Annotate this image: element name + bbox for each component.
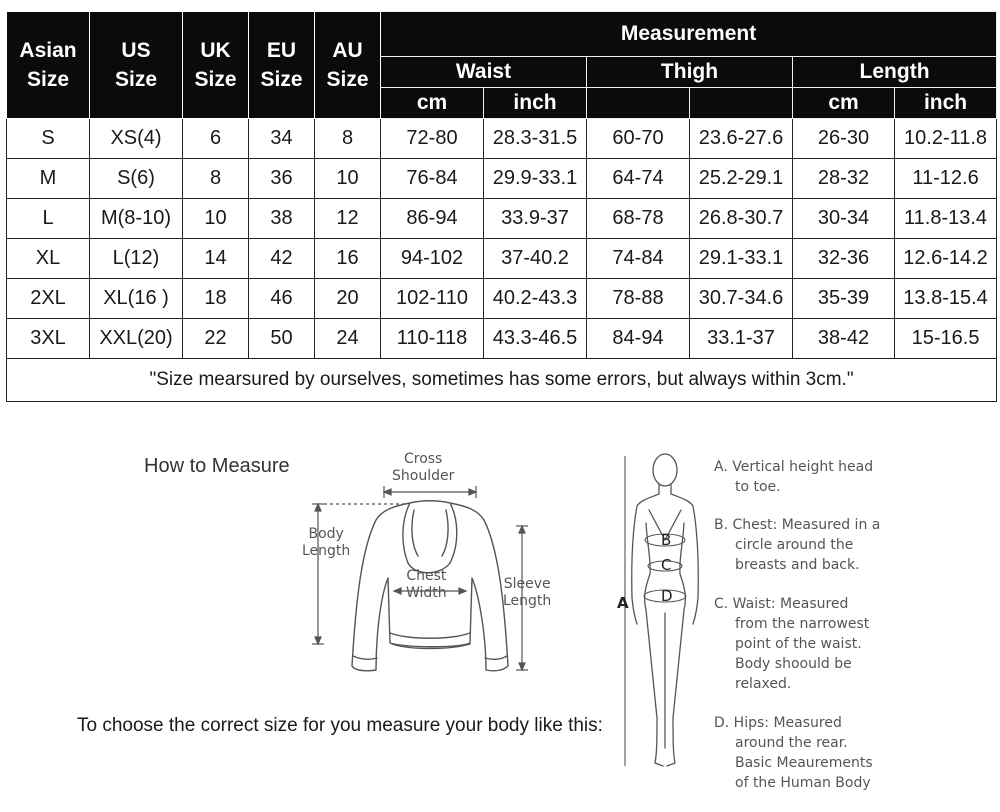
- definition-line: around the rear.: [735, 735, 848, 751]
- definition-line: from the narrowest: [735, 616, 870, 632]
- definition-item: [714, 713, 914, 793]
- definition-item: [714, 457, 914, 497]
- table-cell: 24: [315, 319, 381, 359]
- header-thigh: Thigh: [587, 57, 793, 88]
- table-cell: 11.8-13.4: [895, 199, 997, 239]
- how-to-measure-title: How to Measure: [144, 455, 290, 477]
- table-cell: 20: [315, 279, 381, 319]
- header-length-cm: cm: [793, 88, 895, 119]
- table-cell: XL: [7, 239, 90, 279]
- table-cell: 10.2-11.8: [895, 119, 997, 159]
- header-waist-inch: inch: [484, 88, 587, 119]
- header-eu-size: EU Size: [249, 12, 315, 119]
- definition-line: circle around the: [735, 537, 854, 553]
- table-cell: M(8-10): [90, 199, 183, 239]
- table-cell: XL(16 ): [90, 279, 183, 319]
- label-sleeve-length: Sleeve Length: [503, 576, 552, 609]
- table-row: [7, 159, 997, 199]
- header-waist-cm: cm: [381, 88, 484, 119]
- size-rows: [7, 119, 997, 359]
- table-cell: 11-12.6: [895, 159, 997, 199]
- label-b: B: [661, 531, 672, 549]
- table-cell: 74-84: [587, 239, 690, 279]
- table-cell: 102-110: [381, 279, 484, 319]
- header-us-size: US Size: [90, 12, 183, 119]
- table-cell: 43.3-46.5: [484, 319, 587, 359]
- body-figure-illustration: [605, 448, 715, 778]
- table-cell: XS(4): [90, 119, 183, 159]
- table-cell: 94-102: [381, 239, 484, 279]
- table-cell: 23.6-27.6: [690, 119, 793, 159]
- table-cell: 3XL: [7, 319, 90, 359]
- table-cell: 8: [315, 119, 381, 159]
- header-uk-size: UK Size: [183, 12, 249, 119]
- table-cell: 68-78: [587, 199, 690, 239]
- label-d: D: [661, 587, 673, 605]
- label-a: A: [617, 594, 629, 612]
- label-cross-shoulder: Cross Shoulder: [392, 451, 455, 484]
- table-cell: 84-94: [587, 319, 690, 359]
- table-cell: 35-39: [793, 279, 895, 319]
- table-cell: 6: [183, 119, 249, 159]
- table-cell: M: [7, 159, 90, 199]
- table-row: [7, 199, 997, 239]
- header-thigh-inch: [690, 88, 793, 119]
- table-cell: 36: [249, 159, 315, 199]
- table-cell: S(6): [90, 159, 183, 199]
- table-cell: 8: [183, 159, 249, 199]
- table-row: [7, 279, 997, 319]
- table-cell: 37-40.2: [484, 239, 587, 279]
- table-cell: 16: [315, 239, 381, 279]
- definition-item: [714, 515, 914, 575]
- table-cell: 26-30: [793, 119, 895, 159]
- definition-line: B. Chest: Measured in a: [714, 517, 881, 533]
- table-cell: 29.9-33.1: [484, 159, 587, 199]
- definition-line: D. Hips: Measured: [714, 715, 842, 731]
- table-cell: 25.2-29.1: [690, 159, 793, 199]
- header-au-size: AU Size: [315, 12, 381, 119]
- table-cell: 18: [183, 279, 249, 319]
- table-cell: 38: [249, 199, 315, 239]
- definition-line: Body shoould be: [735, 656, 852, 672]
- table-cell: 40.2-43.3: [484, 279, 587, 319]
- table-cell: 28-32: [793, 159, 895, 199]
- definition-line: point of the waist.: [735, 636, 862, 652]
- label-c: C: [661, 556, 672, 574]
- header-asian-size: Asian Size: [7, 12, 90, 119]
- table-cell: 22: [183, 319, 249, 359]
- label-body-length: Body Length: [302, 526, 351, 559]
- table-cell: XXL(20): [90, 319, 183, 359]
- table-cell: 30.7-34.6: [690, 279, 793, 319]
- table-cell: 15-16.5: [895, 319, 997, 359]
- table-cell: 32-36: [793, 239, 895, 279]
- table-row: [7, 119, 997, 159]
- label-chest-width: Chest Width: [406, 568, 447, 601]
- table-cell: S: [7, 119, 90, 159]
- table-cell: 72-80: [381, 119, 484, 159]
- table-cell: 33.9-37: [484, 199, 587, 239]
- table-cell: 50: [249, 319, 315, 359]
- table-cell: 38-42: [793, 319, 895, 359]
- table-cell: 30-34: [793, 199, 895, 239]
- definition-item: [714, 594, 914, 694]
- definition-line: relaxed.: [735, 676, 792, 692]
- table-cell: 34: [249, 119, 315, 159]
- definition-line: breasts and back.: [735, 557, 860, 573]
- table-cell: 14: [183, 239, 249, 279]
- definition-line: A. Vertical height head: [714, 459, 874, 475]
- header-waist: Waist: [381, 57, 587, 88]
- size-chart-table: [6, 11, 997, 402]
- measurement-definitions: [714, 457, 914, 812]
- table-cell: 13.8-15.4: [895, 279, 997, 319]
- table-cell: 26.8-30.7: [690, 199, 793, 239]
- table-cell: 46: [249, 279, 315, 319]
- table-cell: 86-94: [381, 199, 484, 239]
- definition-line: Basic Meaurements: [735, 755, 873, 771]
- table-cell: 60-70: [587, 119, 690, 159]
- header-length-inch: inch: [895, 88, 997, 119]
- measure-instruction: To choose the correct size for you measure your body like this:: [77, 715, 603, 736]
- table-cell: 110-118: [381, 319, 484, 359]
- table-cell: 78-88: [587, 279, 690, 319]
- table-cell: 33.1-37: [690, 319, 793, 359]
- definition-line: to toe.: [735, 479, 781, 495]
- table-cell: 42: [249, 239, 315, 279]
- table-cell: L: [7, 199, 90, 239]
- table-cell: 12.6-14.2: [895, 239, 997, 279]
- header-thigh-cm: [587, 88, 690, 119]
- table-cell: 76-84: [381, 159, 484, 199]
- table-row: [7, 239, 997, 279]
- table-cell: 12: [315, 199, 381, 239]
- table-cell: 29.1-33.1: [690, 239, 793, 279]
- table-row: [7, 319, 997, 359]
- table-cell: 64-74: [587, 159, 690, 199]
- definition-line: C. Waist: Measured: [714, 596, 849, 612]
- table-note: "Size mearsured by ourselves, sometimes has some errors, but always within 3cm.": [7, 359, 997, 402]
- table-cell: 28.3-31.5: [484, 119, 587, 159]
- header-measurement: Measurement: [381, 12, 997, 57]
- table-cell: 10: [315, 159, 381, 199]
- table-cell: L(12): [90, 239, 183, 279]
- definition-line: of the Human Body: [735, 775, 871, 791]
- table-cell: 2XL: [7, 279, 90, 319]
- table-cell: 10: [183, 199, 249, 239]
- header-length: Length: [793, 57, 997, 88]
